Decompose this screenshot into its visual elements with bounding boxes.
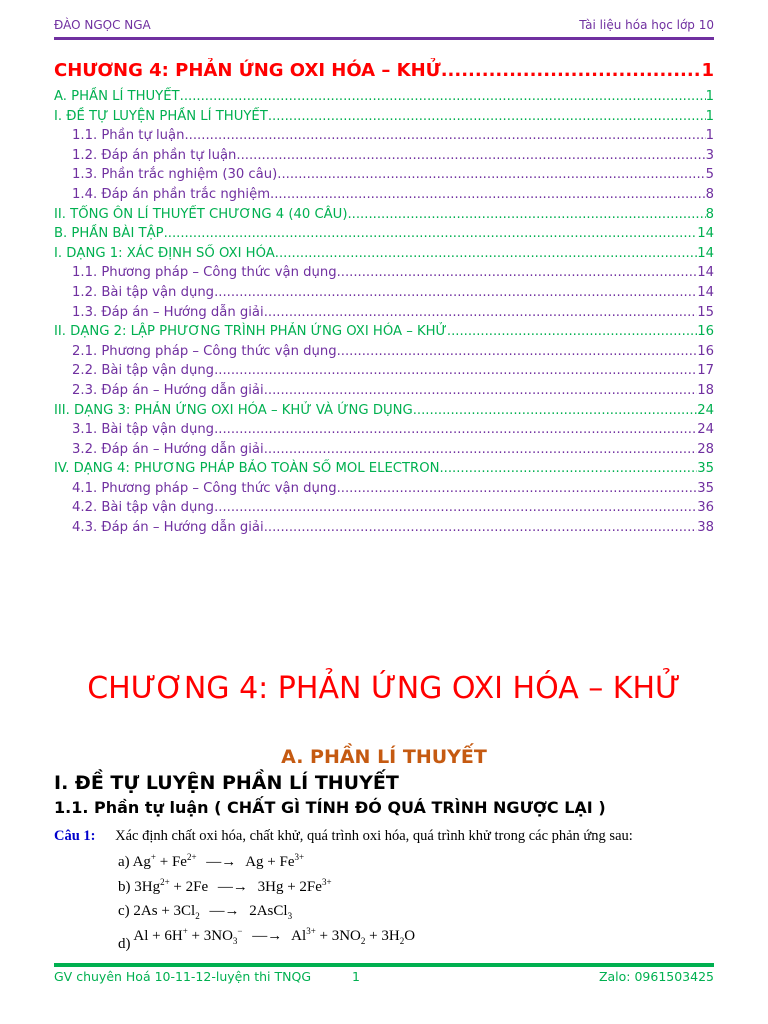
chapter-title: CHƯƠNG 4: PHẢN ỨNG OXI HÓA – KHỬ: [87, 671, 681, 706]
toc-leader-dots: [275, 244, 697, 264]
toc-entry[interactable]: [54, 244, 714, 264]
reaction-label: b): [118, 879, 131, 895]
toc-entry[interactable]: [54, 401, 714, 421]
toc-leader-dots: [214, 283, 697, 303]
footer-teacher: GV chuyên Hoá 10-11-12-luyện thi TNQG: [54, 969, 312, 984]
toc-entry-text: 1.3. Đáp án – Hướng dẫn giải: [72, 304, 264, 320]
toc-leader-dots: [268, 107, 706, 127]
toc-leader-dots: [413, 401, 697, 421]
toc-entry-page: 28: [697, 441, 714, 457]
toc-entry[interactable]: [54, 185, 714, 205]
toc-leader-dots: [447, 322, 697, 342]
toc-entry[interactable]: [54, 518, 714, 538]
header-divider: [54, 37, 714, 40]
header-author: ĐÀO NGỌC NGA: [54, 18, 151, 32]
toc-entry[interactable]: [54, 303, 714, 323]
toc-entry[interactable]: [54, 361, 714, 381]
page-number: 1: [352, 969, 360, 984]
toc-leader-dots: [337, 342, 698, 362]
toc-entry[interactable]: [54, 420, 714, 440]
toc-entry-text: A. PHẦN LÍ THUYẾT: [54, 89, 180, 104]
toc-entry-text: 1.1. Phần tự luận: [72, 128, 185, 144]
toc-leader-dots: [441, 58, 702, 84]
toc-entry[interactable]: [54, 224, 714, 244]
toc-entry-text: 1.3. Phần trắc nghiệm (30 câu): [72, 167, 278, 183]
subsection-heading: 1.1. Phần tự luận ( CHẤT GÌ TÍNH ĐÓ QUÁ TRÌNH NGƯỢC LẠI ): [54, 798, 606, 817]
toc-leader-dots: [347, 205, 705, 225]
toc-entry-text: 2.1. Phương pháp – Công thức vận dụng: [72, 343, 337, 359]
toc-entry-text: 4.3. Đáp án – Hướng dẫn giải: [72, 520, 264, 536]
toc-entry[interactable]: [54, 440, 714, 460]
toc-entries: [54, 87, 714, 538]
toc-entry-text: 1.2. Bài tập vận dụng: [72, 284, 215, 300]
toc-entry-page: 16: [697, 324, 714, 340]
toc-leader-dots: [214, 420, 697, 440]
section-heading: I. ĐỀ TỰ LUYỆN PHẦN LÍ THUYẾT: [54, 772, 399, 794]
toc-entry-page: 1: [705, 128, 714, 144]
page-footer: [54, 969, 714, 987]
toc-entry[interactable]: [54, 87, 714, 107]
question-1: [54, 828, 633, 845]
footer-divider: [54, 963, 714, 967]
toc-leader-dots: [214, 498, 697, 518]
toc-entry-text: 1.2. Đáp án phần tự luận: [72, 147, 237, 163]
question-text: Xác định chất oxi hóa, chất khử, quá trình oxi hóa, quá trình khử trong các phản ứng sau:: [115, 828, 633, 844]
toc-entry-text: II. DẠNG 2: LẬP PHƯƠNG TRÌNH PHẢN ỨNG OXI HÓA – KHỬ: [54, 324, 447, 340]
toc-entry-page: 16: [697, 343, 714, 359]
toc-entry-text: 1.4. Đáp án phần trắc nghiệm: [72, 186, 271, 202]
toc-entry-page: 14: [697, 226, 714, 242]
toc-entry-text: I. ĐỀ TỰ LUYỆN PHẦN LÍ THUYẾT: [54, 108, 268, 124]
toc-entry-page: 38: [697, 520, 714, 536]
toc-entry[interactable]: [54, 107, 714, 127]
arrow-icon: —→: [206, 854, 237, 870]
toc-entry-page: 14: [697, 284, 714, 300]
toc-entry-text: II. TỔNG ÔN LÍ THUYẾT CHƯƠNG 4 (40 CÂU): [54, 206, 348, 222]
footer-contact: Zalo: 0961503425: [598, 969, 714, 984]
toc-entry-text: III. DẠNG 3: PHẢN ỨNG OXI HÓA – KHỬ VÀ ỨNG DỤNG: [54, 402, 413, 418]
toc-entry[interactable]: [54, 322, 714, 342]
toc-entry-page: 14: [697, 265, 714, 281]
table-of-contents: [54, 58, 714, 538]
arrow-icon: —→: [217, 879, 248, 895]
toc-leader-dots: [439, 459, 697, 479]
toc-leader-dots: [277, 165, 705, 185]
toc-entry-text: 1.1. Phương pháp – Công thức vận dụng: [72, 265, 337, 281]
toc-entry-text: 4.2. Bài tập vận dụng: [72, 500, 215, 516]
toc-entry-page: 24: [697, 422, 714, 438]
toc-entry-page: 8: [705, 206, 714, 222]
reaction-b: b) $3Hg^{2+} + 2Fe$ —→ $3Hg + 2Fe^{3+}$: [118, 877, 332, 895]
toc-leader-dots: [337, 479, 698, 499]
reaction-label: a): [118, 854, 130, 870]
toc-entry[interactable]: [54, 381, 714, 401]
reaction-c: c) $2As + 3Cl_2$ —→ 2AsCl$_3$: [118, 903, 293, 921]
toc-leader-dots: [264, 440, 698, 460]
toc-entry-text: CHƯƠNG 4: PHẢN ỨNG OXI HÓA – KHỬ: [54, 60, 441, 81]
toc-entry-text: B. PHẦN BÀI TẬP: [54, 226, 164, 242]
toc-entry[interactable]: [54, 342, 714, 362]
toc-entry-page: 8: [705, 186, 714, 202]
toc-entry-page: 3: [705, 147, 714, 163]
toc-entry-page: 1: [701, 60, 714, 81]
question-label: Câu 1:: [54, 828, 96, 844]
page-header: [54, 18, 714, 38]
toc-leader-dots: [264, 381, 698, 401]
toc-leader-dots: [264, 303, 698, 323]
toc-entry-text: 4.1. Phương pháp – Công thức vận dụng: [72, 480, 337, 496]
arrow-icon: —→: [209, 903, 240, 919]
reaction-label: d): [118, 936, 131, 952]
toc-leader-dots: [337, 263, 698, 283]
toc-entry[interactable]: [54, 479, 714, 499]
toc-entry[interactable]: [54, 263, 714, 283]
toc-entry-page: 1: [705, 108, 714, 124]
part-a-heading: A. PHẦN LÍ THUYẾT: [281, 746, 487, 768]
toc-entry-text: IV. DẠNG 4: PHƯƠNG PHÁP BẢO TOÀN SỐ MOL ELECTRON: [54, 461, 440, 477]
toc-entry-text: I. DẠNG 1: XÁC ĐỊNH SỐ OXI HÓA: [54, 245, 275, 261]
toc-entry-page: 1: [705, 89, 714, 104]
toc-leader-dots: [180, 87, 706, 107]
toc-leader-dots: [184, 126, 705, 146]
toc-leader-dots: [264, 518, 698, 538]
toc-leader-dots: [214, 361, 697, 381]
reaction-d: d) $Al + 6H^+ + 3NO_3^-$ —→ $Al^{3+} + 3NO_2 + 3H_2O$: [118, 926, 416, 952]
toc-leader-dots: [164, 224, 698, 244]
toc-entry-page: 35: [697, 461, 714, 477]
toc-entry[interactable]: [54, 283, 714, 303]
toc-entry-page: 18: [697, 382, 714, 398]
arrow-icon: —→: [252, 928, 283, 944]
toc-chapter-entry[interactable]: [54, 58, 714, 84]
reaction-label: c): [118, 903, 130, 919]
toc-entry-page: 35: [697, 480, 714, 496]
toc-entry-page: 24: [697, 402, 714, 418]
toc-entry[interactable]: [54, 498, 714, 518]
toc-entry-page: 15: [697, 304, 714, 320]
toc-leader-dots: [236, 146, 705, 166]
toc-leader-dots: [270, 185, 706, 205]
toc-entry-page: 36: [697, 500, 714, 516]
toc-entry-text: 2.2. Bài tập vận dụng: [72, 363, 215, 379]
toc-entry[interactable]: [54, 146, 714, 166]
toc-entry-page: 17: [697, 363, 714, 379]
toc-entry[interactable]: [54, 165, 714, 185]
reaction-a: a) $Ag^+ + Fe^{2+}$ —→ $Ag + Fe^{3+}$: [118, 852, 305, 870]
toc-entry[interactable]: [54, 459, 714, 479]
toc-entry-text: 3.2. Đáp án – Hướng dẫn giải: [72, 441, 264, 457]
header-doc-title: Tài liệu hóa học lớp 10: [579, 18, 714, 32]
toc-entry-text: 2.3. Đáp án – Hướng dẫn giải: [72, 382, 264, 398]
toc-entry[interactable]: [54, 126, 714, 146]
toc-entry-page: 14: [697, 245, 714, 261]
toc-entry[interactable]: [54, 205, 714, 225]
toc-entry-text: 3.1. Bài tập vận dụng: [72, 422, 215, 438]
toc-entry-page: 5: [705, 167, 714, 183]
